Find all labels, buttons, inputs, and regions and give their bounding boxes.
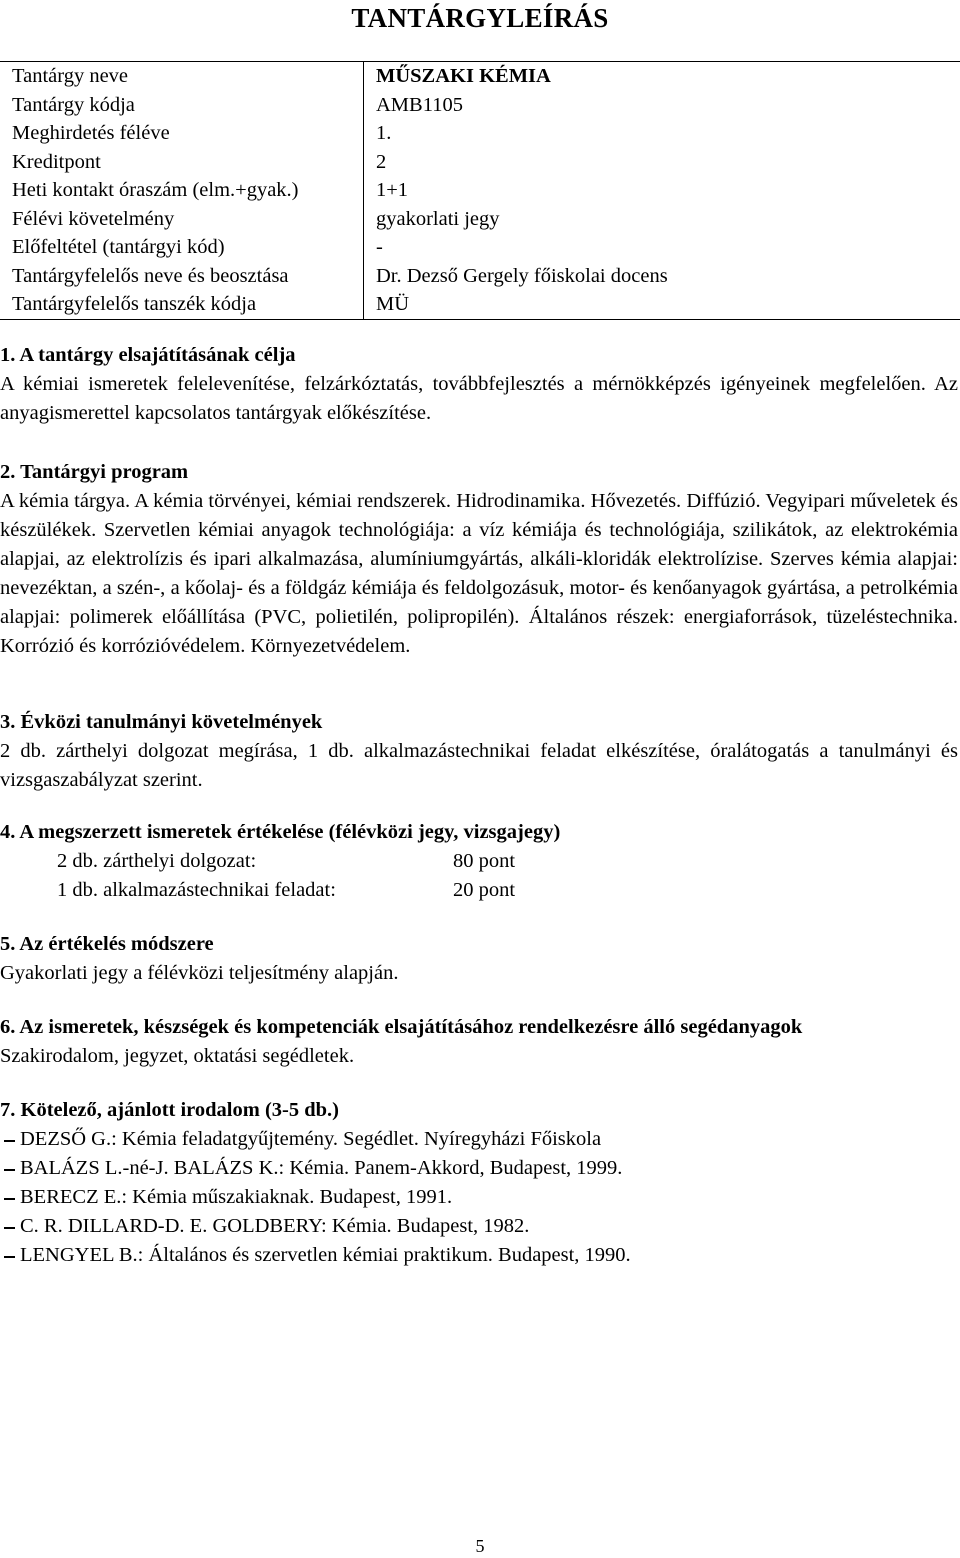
info-label: Meghirdetés féléve bbox=[0, 119, 364, 148]
info-value: gyakorlati jegy bbox=[376, 207, 500, 230]
info-label: Tantárgyfelelős tanszék kódja bbox=[0, 290, 364, 319]
grade-points: 20 pont bbox=[453, 879, 516, 901]
info-row bbox=[0, 205, 960, 234]
grade-row bbox=[0, 847, 958, 876]
list-item bbox=[0, 1125, 958, 1154]
info-row bbox=[0, 233, 960, 262]
section-text: 2 db. zárthelyi dolgozat megírása, 1 db. alkalmazástechnikai feladat elkészítése, óralátogatás a tanulmányi és vizsgaszabályzat szerint. bbox=[0, 740, 958, 791]
grade-points: 80 pont bbox=[453, 850, 516, 872]
list-item bbox=[0, 1212, 958, 1241]
list-item bbox=[0, 1241, 958, 1270]
reference-list bbox=[0, 1125, 958, 1270]
section-heading: 3. Évközi tanulmányi követelmények bbox=[0, 711, 323, 733]
document-title: TANTÁRGYLEÍRÁS bbox=[351, 3, 609, 33]
info-label: Tantárgy kódja bbox=[0, 91, 364, 120]
reference-text: BALÁZS L.-né-J. BALÁZS K.: Kémia. Panem-Akkord, Budapest, 1999. bbox=[20, 1157, 623, 1179]
section-heading: 4. A megszerzett ismeretek értékelése (félévközi jegy, vizsgajegy) bbox=[0, 821, 561, 843]
info-value: 2 bbox=[376, 150, 387, 173]
section-heading: 2. Tantárgyi program bbox=[0, 461, 189, 483]
info-value: 1+1 bbox=[376, 179, 409, 201]
info-label: Tantárgyfelelős neve és beosztása bbox=[0, 262, 364, 291]
section-heading: 1. A tantárgy elsajátításának célja bbox=[0, 344, 296, 366]
info-value: Dr. Dezső Gergely főiskolai docens bbox=[376, 264, 668, 287]
list-item bbox=[0, 1154, 958, 1183]
info-label: Kreditpont bbox=[0, 148, 364, 177]
info-row bbox=[0, 262, 960, 291]
reference-text: BERECZ E.: Kémia műszakiaknak. Budapest, 1991. bbox=[20, 1186, 453, 1208]
dash-bullet-icon bbox=[4, 1169, 15, 1171]
info-label: Félévi követelmény bbox=[0, 205, 364, 234]
section-text: A kémiai ismeretek felelevenítése, felzárkóztatás, továbbfejlesztés a mérnökképzés igényeinek megfelelően. Az anyagismerettel kapcsolatos tantárgyak előkészítése. bbox=[0, 373, 958, 424]
section-text: Szakirodalom, jegyzet, oktatási segédletek. bbox=[0, 1045, 355, 1067]
info-row bbox=[0, 91, 960, 120]
section-evaluation bbox=[0, 818, 958, 847]
info-row bbox=[0, 290, 960, 319]
grade-item: 1 db. alkalmazástechnikai feladat: bbox=[57, 879, 336, 901]
info-value: 1. bbox=[376, 122, 392, 144]
grade-list bbox=[0, 847, 958, 905]
info-label: Előfeltétel (tantárgyi kód) bbox=[0, 233, 364, 262]
info-label: Heti kontakt óraszám (elm.+gyak.) bbox=[0, 176, 364, 205]
reference-text: LENGYEL B.: Általános és szervetlen kémiai praktikum. Budapest, 1990. bbox=[20, 1244, 631, 1266]
section-heading: 6. Az ismeretek, készségek és kompetenciák elsajátításához rendelkezésre álló segédanyagok bbox=[0, 1016, 803, 1038]
info-label: Tantárgy neve bbox=[0, 62, 364, 91]
info-row bbox=[0, 119, 960, 148]
section-text: A kémia tárgya. A kémia törvényei, kémiai rendszerek. Hidrodinamika. Hővezetés. Diffúzió. Vegyipari műveletek és készülékek. Szervetlen kémiai anyagok technológiája: a víz kémiája és technológiája, szilikátok, az elektrokémia alapjai, az elektrolízis és ipari alkalmazása, alumíniumgyártás, alkáli-kloridák elektrolízise. Szerves kémia alapjai: nevezéktan, a szén-, a kőolaj- és a földgáz kémiája és feldolgozásuk, motor- és kenőanyagok gyártása, a petrolkémia alapjai: polimerek előállítása (PVC, polietilén, polipropilén). Általános részek: energiaforrások, tüzeléstechnika. Korrózió és korrózióvédelem. Környezetvédelem. bbox=[0, 490, 958, 657]
info-value: AMB1105 bbox=[376, 93, 463, 116]
section-method bbox=[0, 930, 958, 988]
section-program bbox=[0, 458, 958, 661]
info-row bbox=[0, 176, 960, 205]
info-value: MÜ bbox=[376, 293, 410, 315]
dash-bullet-icon bbox=[4, 1256, 15, 1258]
section-heading: 5. Az értékelés módszere bbox=[0, 933, 214, 955]
info-row bbox=[0, 148, 960, 177]
section-text: Gyakorlati jegy a félévközi teljesítmény alapján. bbox=[0, 962, 399, 984]
grade-item: 2 db. zárthelyi dolgozat: bbox=[57, 850, 257, 872]
section-requirements bbox=[0, 708, 958, 795]
course-info-table bbox=[0, 61, 960, 320]
info-row bbox=[0, 62, 960, 91]
grade-row bbox=[0, 876, 958, 905]
dash-bullet-icon bbox=[4, 1227, 15, 1229]
section-goal bbox=[0, 341, 958, 428]
section-heading: 7. Kötelező, ajánlott irodalom (3-5 db.) bbox=[0, 1099, 339, 1121]
info-value: - bbox=[376, 236, 383, 258]
reference-text: DEZSŐ G.: Kémia feladatgyűjtemény. Segédlet. Nyíregyházi Főiskola bbox=[20, 1128, 602, 1150]
list-item bbox=[0, 1183, 958, 1212]
page-number: 5 bbox=[475, 1536, 485, 1556]
info-value: MŰSZAKI KÉMIA bbox=[376, 65, 551, 87]
reference-text: C. R. DILLARD-D. E. GOLDBERY: Kémia. Budapest, 1982. bbox=[20, 1215, 530, 1237]
dash-bullet-icon bbox=[4, 1198, 15, 1200]
section-literature bbox=[0, 1096, 958, 1125]
dash-bullet-icon bbox=[4, 1140, 15, 1142]
section-materials bbox=[0, 1013, 958, 1071]
